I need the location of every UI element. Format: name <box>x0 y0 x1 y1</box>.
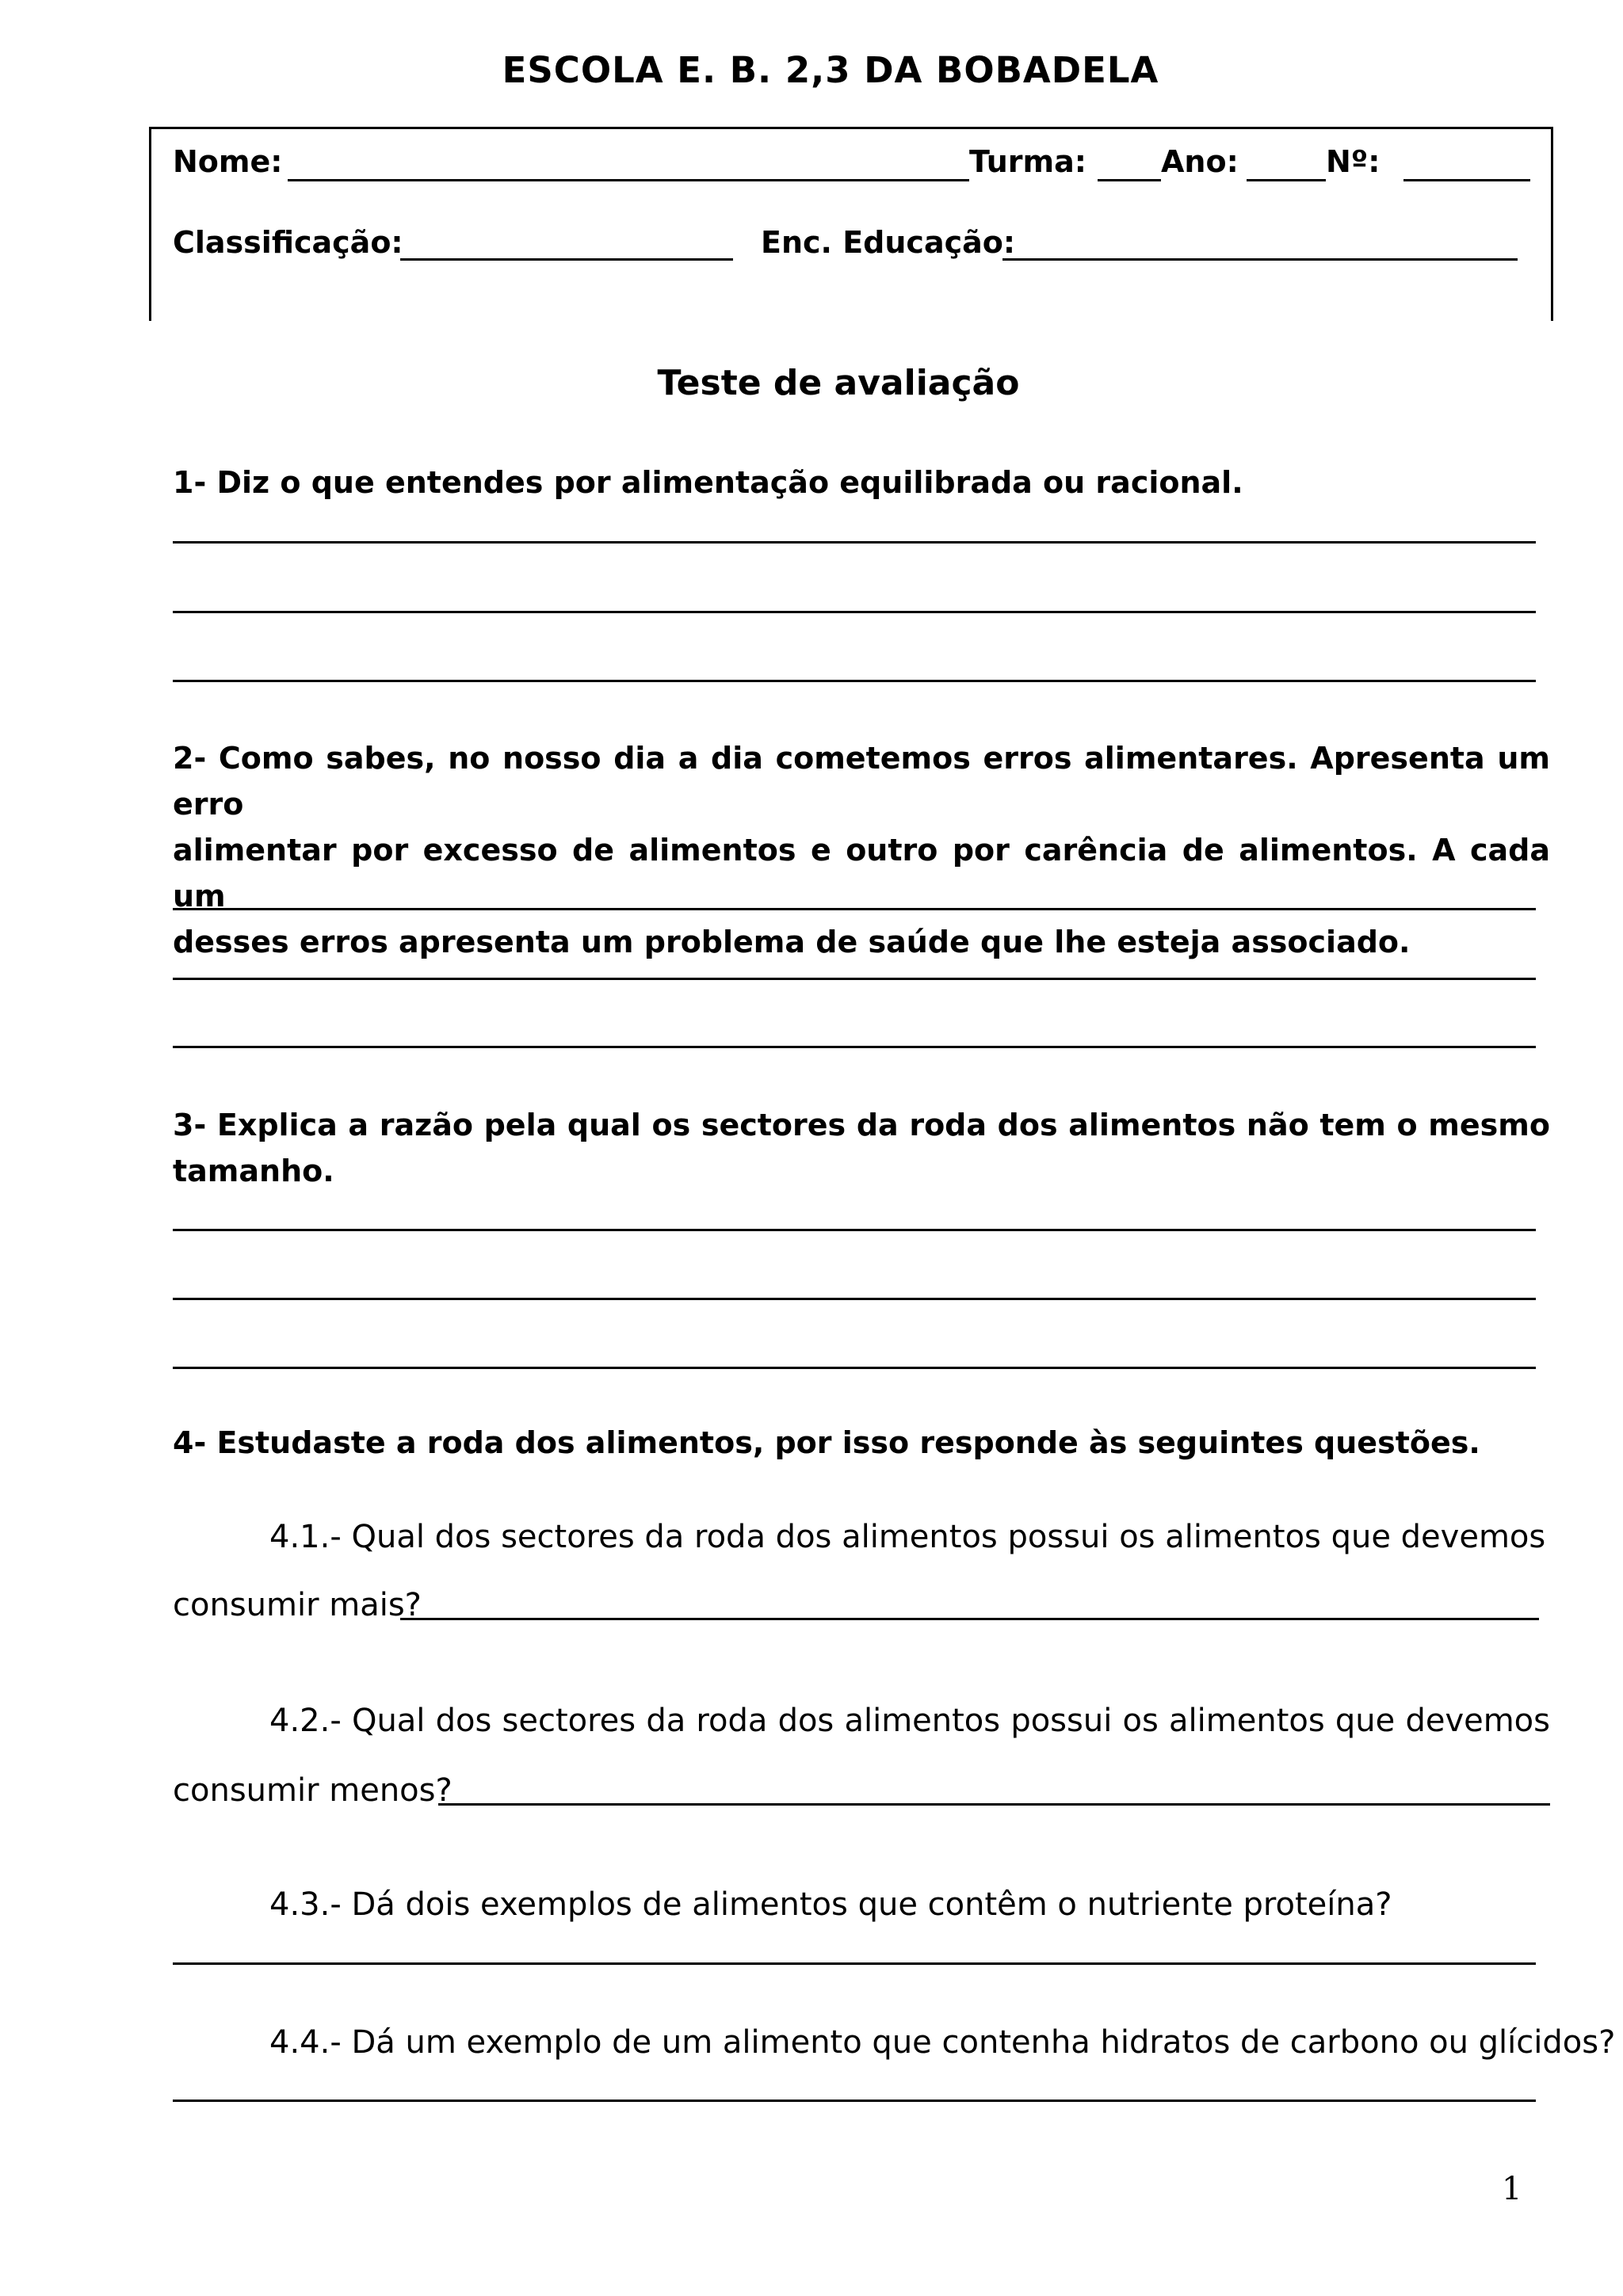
answer-line[interactable] <box>173 978 1536 980</box>
answer-line[interactable] <box>173 1962 1536 1965</box>
question-2-line-2: alimentar por excesso de alimentos e outro por carência de alimentos. A cada um <box>173 833 1550 913</box>
answer-line[interactable] <box>173 1046 1536 1048</box>
question-1 <box>173 460 1550 505</box>
answer-line[interactable] <box>173 1298 1536 1300</box>
answer-line[interactable] <box>173 1367 1536 1369</box>
question-4-4: 4.4.- Dá um exemplo de um alimento que contenha hidratos de carbono ou glícidos? <box>269 2024 1616 2061</box>
answer-line[interactable] <box>173 1229 1536 1231</box>
answer-line[interactable] <box>173 2100 1536 2102</box>
school-title: ESCOLA E. B. 2,3 DA BOBADELA <box>502 49 1159 91</box>
test-title: Teste de avaliação <box>657 363 1020 403</box>
turma-label: Turma: <box>969 144 1086 179</box>
question-2 <box>173 735 1550 965</box>
number-label: Nº: <box>1326 144 1381 179</box>
answer-4-2-field[interactable] <box>438 1803 1550 1806</box>
classificacao-field[interactable] <box>400 258 733 261</box>
name-field[interactable] <box>288 179 969 181</box>
question-4-1-line-2: consumir mais? <box>173 1587 422 1623</box>
question-2-line-3: desses erros apresenta um problema de saúde que lhe esteja associado. <box>173 925 1411 959</box>
answer-line[interactable] <box>173 611 1536 613</box>
ano-field[interactable] <box>1247 179 1326 181</box>
enc-educacao-field[interactable] <box>1002 258 1518 261</box>
question-4-1-line-1: 4.1.- Qual dos sectores da roda dos alimentos possui os alimentos que devemos <box>269 1519 1546 1555</box>
question-4-text: 4- Estudaste a roda dos alimentos, por isso responde às seguintes questões. <box>173 1425 1480 1460</box>
question-4-2-line-1: 4.2.- Qual dos sectores da roda dos alimentos possui os alimentos que devemos <box>269 1703 1550 1739</box>
question-1-text: 1- Diz o que entendes por alimentação equilibrada ou racional. <box>173 465 1243 500</box>
classificacao-label: Classificação: <box>173 225 403 260</box>
name-label: Nome: <box>173 144 283 179</box>
answer-line[interactable] <box>173 908 1536 910</box>
answer-line[interactable] <box>173 680 1536 682</box>
question-4 <box>173 1420 1550 1466</box>
ano-label: Ano: <box>1161 144 1239 179</box>
question-3 <box>173 1102 1550 1194</box>
question-4-2-line-2: consumir menos? <box>173 1772 453 1809</box>
turma-field[interactable] <box>1098 179 1161 181</box>
enc-educacao-label: Enc. Educação: <box>761 225 1016 260</box>
question-3-line-2: tamanho. <box>173 1154 334 1188</box>
answer-line[interactable] <box>173 541 1536 543</box>
question-4-3: 4.3.- Dá dois exemplos de alimentos que contêm o nutriente proteína? <box>269 1886 1392 1923</box>
number-field[interactable] <box>1403 179 1530 181</box>
page-number: 1 <box>1502 2171 1522 2207</box>
question-2-line-1: 2- Como sabes, no nosso dia a dia cometemos erros alimentares. Apresenta um erro <box>173 741 1550 822</box>
question-3-line-1: 3- Explica a razão pela qual os sectores da roda dos alimentos não tem o mesmo <box>173 1108 1550 1142</box>
answer-4-1-field[interactable] <box>400 1618 1539 1620</box>
